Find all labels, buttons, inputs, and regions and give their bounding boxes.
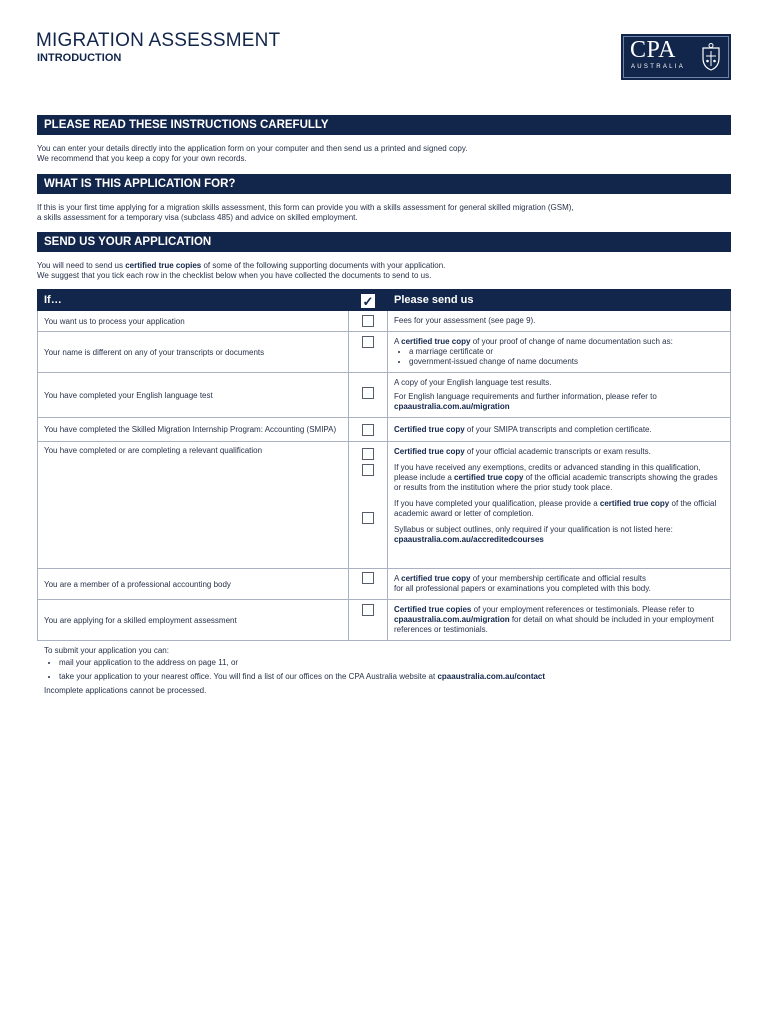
table-row: [38, 600, 731, 641]
checkbox-english-test[interactable]: [362, 387, 374, 399]
section-heading-purpose: WHAT IS THIS APPLICATION FOR?: [37, 174, 731, 194]
logo-text: CPA: [630, 37, 676, 63]
checkbox-award[interactable]: [362, 512, 374, 524]
list-item: • a marriage certificate or: [409, 347, 724, 357]
row-requirement: A certified true copy of your proof of change of name documentation such as: • a marriage certificate or • government-issued change of name documents: [388, 332, 731, 373]
header-check: [349, 290, 388, 311]
document-checklist-table: [37, 289, 731, 641]
accredited-courses-link[interactable]: cpaaustralia.com.au/accreditedcourses: [394, 535, 544, 544]
row-condition: You are a member of a professional accounting body: [38, 569, 349, 600]
row-requirement: Fees for your assessment (see page 9).: [388, 311, 731, 332]
submit-intro: To submit your application you can:: [44, 646, 169, 655]
row-requirement: Certified true copy of your SMIPA transcripts and completion certificate.: [388, 418, 731, 442]
row-condition: You have completed or are completing a relevant qualification: [38, 442, 349, 569]
page-title: MIGRATION ASSESSMENT: [36, 30, 281, 51]
logo-subtext: AUSTRALIA: [631, 64, 686, 70]
checkbox-name-change[interactable]: [362, 336, 374, 348]
row-requirement: A certified true copy of your membership certificate and official results for all professional papers or examinations you completed with this body.: [388, 569, 731, 600]
cpa-australia-logo: [621, 34, 731, 80]
row-checkbox-cell: [349, 442, 388, 569]
checkbox-employment[interactable]: [362, 604, 374, 616]
section-heading-send: SEND US YOUR APPLICATION: [37, 232, 731, 252]
instructions-text: You can enter your details directly into the application form on your computer and then send us a printed and signed copy. We recommend that you keep a copy for your own records.: [37, 144, 468, 163]
table-row: [38, 332, 731, 373]
row-checkbox-cell: [349, 332, 388, 373]
row-condition: You have completed the Skilled Migration Internship Program: Accounting (SMIPA): [38, 418, 349, 442]
checkbox-transcripts[interactable]: [362, 448, 374, 460]
row-condition: Your name is different on any of your transcripts or documents: [38, 332, 349, 373]
table-header-row: [38, 290, 731, 311]
submission-instructions: [44, 646, 545, 696]
purpose-text: If this is your first time applying for a migration skills assessment, this form can provide you with a skills assessment for general skilled migration (GSM), a skills assessment for a temporary visa (subclass 485) and advice on skilled employment.: [37, 203, 574, 222]
list-item: • take your application to your nearest office. You will find a list of our offices on the CPA Australia website at cpaaustralia.com.au/contact: [59, 672, 545, 682]
row-condition: You want us to process your application: [38, 311, 349, 332]
row-requirement: Certified true copies of your employment references or testimonials. Please refer to cpaaustralia.com.au/migration for detail on what should be included in your employment references or testimonials.: [388, 600, 731, 641]
section-heading-instructions: PLEASE READ THESE INSTRUCTIONS CAREFULLY: [37, 115, 731, 135]
checkbox-fees[interactable]: [362, 315, 374, 327]
row-checkbox-cell: [349, 569, 388, 600]
table-row: [38, 418, 731, 442]
checkmark-icon: ✓: [362, 294, 374, 309]
row-requirement: A copy of your English language test results. For English language requirements and further information, please refer to cpaaustralia.com.au/migration: [388, 373, 731, 418]
header-send: Please send us: [388, 290, 731, 311]
contact-link[interactable]: cpaaustralia.com.au/contact: [437, 672, 546, 681]
row-condition: You are applying for a skilled employment assessment: [38, 600, 349, 641]
list-item: • government-issued change of name documents: [409, 357, 724, 367]
crest-icon: [700, 42, 722, 72]
migration-link[interactable]: cpaaustralia.com.au/migration: [394, 402, 510, 411]
table-row: [38, 442, 731, 569]
header-if: If…: [38, 290, 349, 311]
row-checkbox-cell: [349, 311, 388, 332]
row-checkbox-cell: [349, 373, 388, 418]
row-requirement: Certified true copy of your official academic transcripts or exam results. If you have received any exemptions, credits or advanced standing in this qualification, please include a certified true copy of the official academic transcripts showing the grades or results from the institution where the prior study took place. If you have completed your qualification, please provide a certified true copy of the official academic award or letter of completion. Syllabus or subject outlines, only required if your qualification is not listed here: cpaaustralia.com.au/accreditedcourses: [388, 442, 731, 569]
page-subtitle: INTRODUCTION: [37, 52, 122, 64]
row-condition: You have completed your English language test: [38, 373, 349, 418]
checkbox-membership[interactable]: [362, 572, 374, 584]
table-row: [38, 311, 731, 332]
row-checkbox-cell: [349, 418, 388, 442]
checkbox-smipa[interactable]: [362, 424, 374, 436]
send-text: You will need to send us certified true copies of some of the following supporting documents with your application. We suggest that you tick each row in the checklist below when you have collected the documents to send to us.: [37, 261, 446, 280]
table-row: [38, 373, 731, 418]
row-checkbox-cell: [349, 600, 388, 641]
incomplete-note: Incomplete applications cannot be processed.: [44, 686, 207, 695]
migration-link-2[interactable]: cpaaustralia.com.au/migration: [394, 615, 510, 624]
table-row: [38, 569, 731, 600]
checkbox-exemptions[interactable]: [362, 464, 374, 476]
list-item: • mail your application to the address on page 11, or: [59, 658, 545, 668]
